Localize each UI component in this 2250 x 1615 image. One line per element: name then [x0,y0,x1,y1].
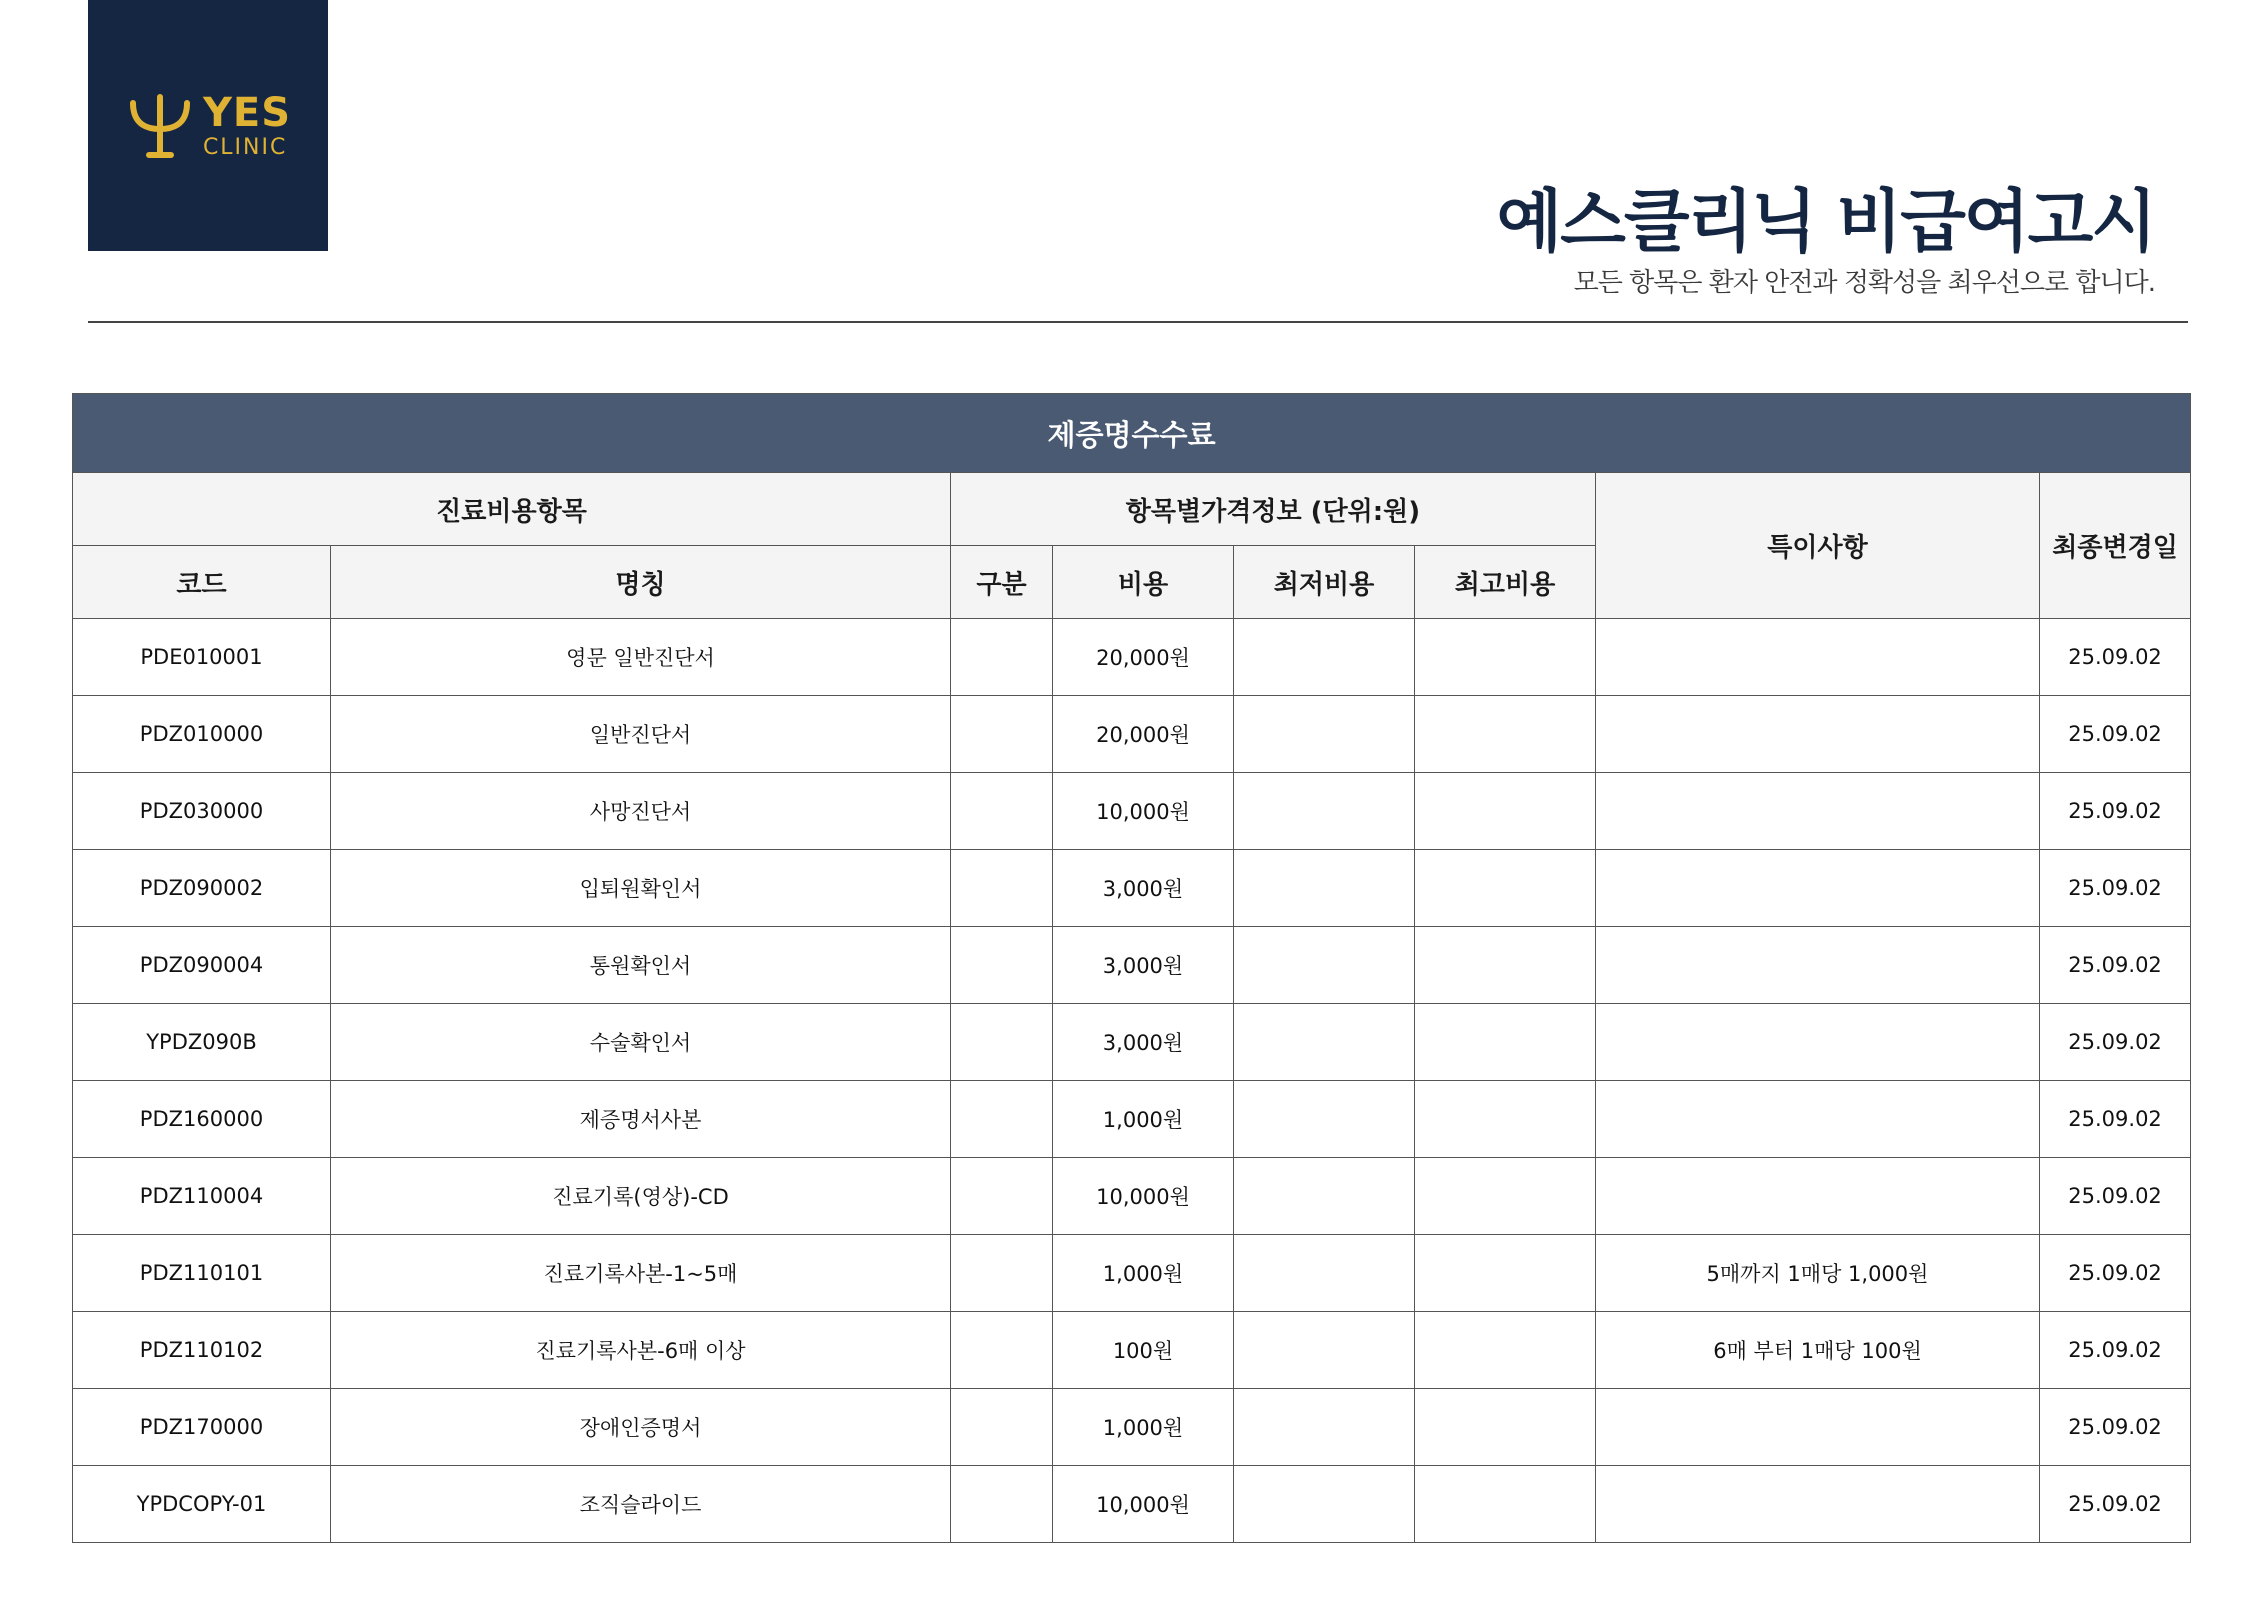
cell-name: 조직슬라이드 [331,1466,951,1543]
header-notes: 특이사항 [1596,473,2040,619]
header-max-cost: 최고비용 [1415,546,1596,619]
cell-max-cost [1415,927,1596,1004]
cell-note [1596,1466,2040,1543]
group-header-item: 진료비용항목 [73,473,951,546]
group-header-price: 항목별가격정보 (단위:원) [951,473,1596,546]
cell-name: 사망진단서 [331,773,951,850]
cell-cost: 20,000원 [1053,696,1234,773]
fee-table [72,393,2191,1543]
cell-note [1596,1004,2040,1081]
table-row [73,850,2191,927]
cell-last-updated: 25.09.02 [2040,927,2191,1004]
cell-name: 일반진단서 [331,696,951,773]
table-row [73,1235,2191,1312]
header-cost: 비용 [1053,546,1234,619]
cell-last-updated: 25.09.02 [2040,1004,2191,1081]
header-divider [88,321,2188,323]
cell-cost: 3,000원 [1053,927,1234,1004]
logo-name: YES [202,89,292,136]
section-header-row [73,394,2191,473]
cell-name: 수술확인서 [331,1004,951,1081]
cell-max-cost [1415,1081,1596,1158]
cell-cost: 1,000원 [1053,1235,1234,1312]
cell-code: PDE010001 [73,619,331,696]
page-subtitle: 모든 항목은 환자 안전과 정확성을 최우선으로 합니다. [1573,268,2155,298]
cell-min-cost [1234,696,1415,773]
cell-max-cost [1415,773,1596,850]
header-code: 코드 [73,546,331,619]
cell-cost: 3,000원 [1053,1004,1234,1081]
table-row [73,1081,2191,1158]
cell-cost: 20,000원 [1053,619,1234,696]
cell-code: YPDZ090B [73,1004,331,1081]
cell-last-updated: 25.09.02 [2040,619,2191,696]
cell-last-updated: 25.09.02 [2040,1466,2191,1543]
page-title: 예스클리닉 비급여고시 [1496,183,2155,262]
cell-category [951,696,1053,773]
cell-min-cost [1234,773,1415,850]
table-row [73,1312,2191,1389]
section-title: 제증명수수료 [73,394,2191,473]
cell-category [951,773,1053,850]
cell-note [1596,1389,2040,1466]
cell-min-cost [1234,1081,1415,1158]
table-row [73,1466,2191,1543]
cell-note [1596,1158,2040,1235]
cell-note [1596,1081,2040,1158]
cell-name: 제증명서사본 [331,1081,951,1158]
fee-table-body [73,619,2191,1543]
cell-max-cost [1415,1235,1596,1312]
table-row [73,773,2191,850]
cell-note [1596,696,2040,773]
table-row [73,927,2191,1004]
group-header-row [73,473,2191,546]
cell-category [951,1081,1053,1158]
cell-last-updated: 25.09.02 [2040,850,2191,927]
cell-name: 입퇴원확인서 [331,850,951,927]
cell-category [951,1235,1053,1312]
cell-code: PDZ010000 [73,696,331,773]
cell-min-cost [1234,1004,1415,1081]
cell-cost: 10,000원 [1053,773,1234,850]
cell-min-cost [1234,1312,1415,1389]
cell-note: 6매 부터 1매당 100원 [1596,1312,2040,1389]
cell-code: PDZ110004 [73,1158,331,1235]
cell-note [1596,619,2040,696]
cell-max-cost [1415,696,1596,773]
cell-cost: 10,000원 [1053,1466,1234,1543]
cell-last-updated: 25.09.02 [2040,773,2191,850]
cell-name: 통원확인서 [331,927,951,1004]
cell-cost: 10,000원 [1053,1158,1234,1235]
cell-last-updated: 25.09.02 [2040,1235,2191,1312]
cell-name: 진료기록사본-6매 이상 [331,1312,951,1389]
cell-min-cost [1234,927,1415,1004]
cell-max-cost [1415,1158,1596,1235]
cell-last-updated: 25.09.02 [2040,1081,2191,1158]
cell-last-updated: 25.09.02 [2040,1312,2191,1389]
header-last-updated: 최종변경일 [2040,473,2191,619]
cell-last-updated: 25.09.02 [2040,1389,2191,1466]
cell-category [951,850,1053,927]
cell-code: PDZ090002 [73,850,331,927]
cell-category [951,1466,1053,1543]
cell-category [951,619,1053,696]
cell-note [1596,850,2040,927]
cell-code: PDZ170000 [73,1389,331,1466]
cell-last-updated: 25.09.02 [2040,696,2191,773]
cell-max-cost [1415,1466,1596,1543]
table-row [73,1004,2191,1081]
cell-note [1596,927,2040,1004]
cell-category [951,1004,1053,1081]
cell-min-cost [1234,1389,1415,1466]
logo-subname: CLINIC [202,134,288,160]
cell-name: 진료기록사본-1~5매 [331,1235,951,1312]
header-name: 명칭 [331,546,951,619]
header-min-cost: 최저비용 [1234,546,1415,619]
table-row [73,1389,2191,1466]
cell-cost: 100원 [1053,1312,1234,1389]
cell-code: PDZ030000 [73,773,331,850]
cell-code: PDZ110102 [73,1312,331,1389]
psi-logo-icon [125,91,195,161]
cell-name: 진료기록(영상)-CD [331,1158,951,1235]
cell-cost: 1,000원 [1053,1389,1234,1466]
cell-code: PDZ160000 [73,1081,331,1158]
cell-category [951,927,1053,1004]
cell-code: PDZ110101 [73,1235,331,1312]
cell-cost: 1,000원 [1053,1081,1234,1158]
cell-cost: 3,000원 [1053,850,1234,927]
table-row [73,696,2191,773]
cell-code: PDZ090004 [73,927,331,1004]
cell-max-cost [1415,619,1596,696]
cell-max-cost [1415,850,1596,927]
cell-category [951,1389,1053,1466]
clinic-logo [88,0,328,251]
table-row [73,619,2191,696]
table-row [73,1158,2191,1235]
cell-code: YPDCOPY-01 [73,1466,331,1543]
cell-category [951,1312,1053,1389]
cell-max-cost [1415,1312,1596,1389]
cell-note: 5매까지 1매당 1,000원 [1596,1235,2040,1312]
header-category: 구분 [951,546,1053,619]
cell-name: 장애인증명서 [331,1389,951,1466]
cell-min-cost [1234,1466,1415,1543]
cell-max-cost [1415,1004,1596,1081]
cell-min-cost [1234,850,1415,927]
cell-note [1596,773,2040,850]
cell-category [951,1158,1053,1235]
cell-max-cost [1415,1389,1596,1466]
cell-name: 영문 일반진단서 [331,619,951,696]
cell-last-updated: 25.09.02 [2040,1158,2191,1235]
cell-min-cost [1234,619,1415,696]
cell-min-cost [1234,1158,1415,1235]
cell-min-cost [1234,1235,1415,1312]
